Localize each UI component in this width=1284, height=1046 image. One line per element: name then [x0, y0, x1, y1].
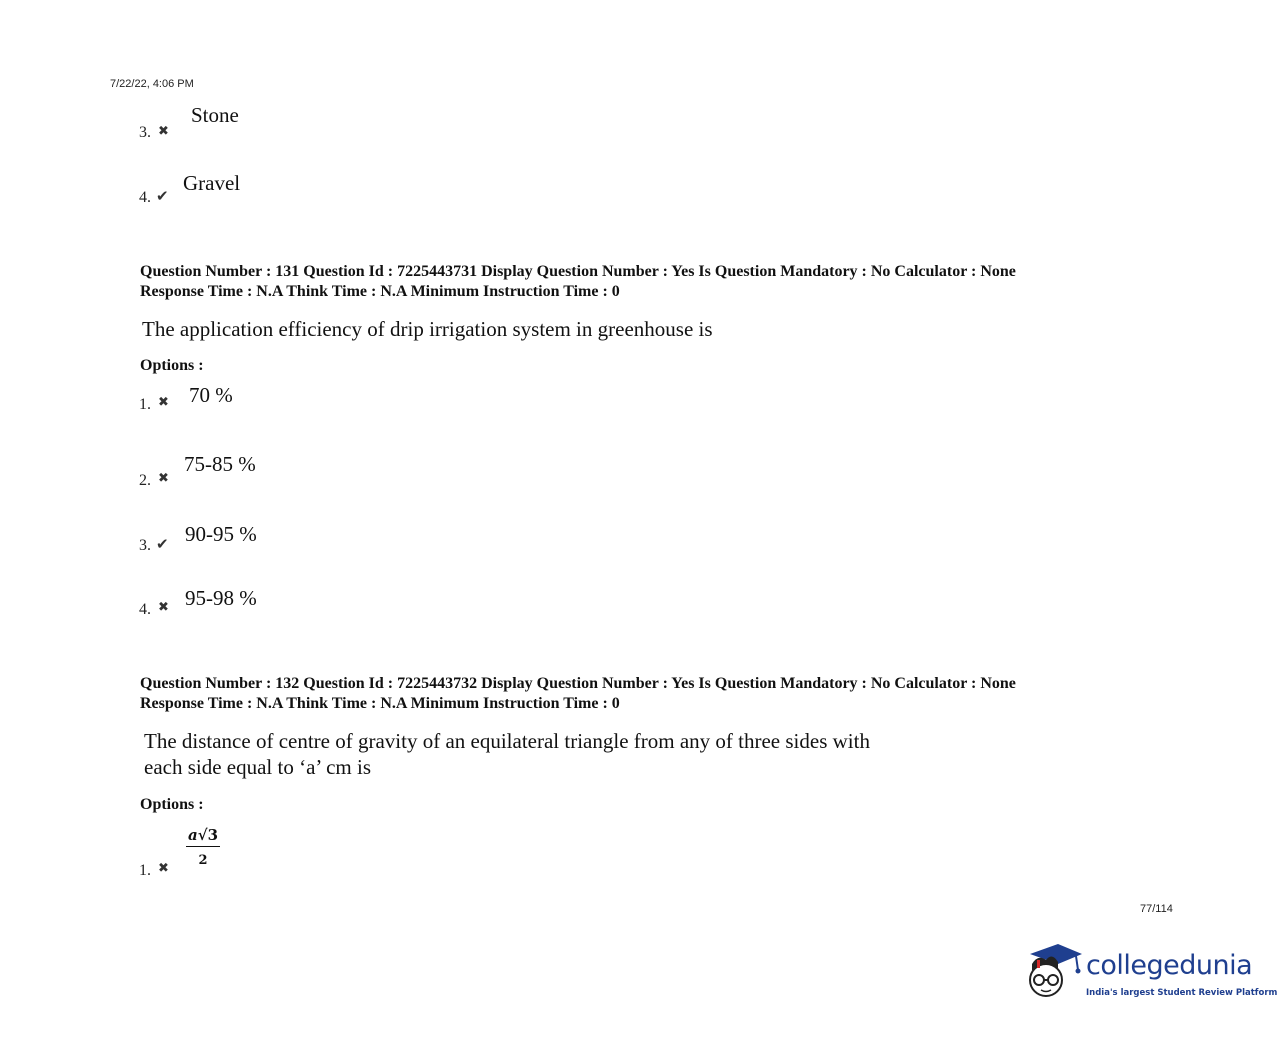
q131-option-1-text: 70 %: [189, 383, 233, 407]
q131-option-2-number: 2.: [139, 472, 151, 489]
check-icon: ✔: [156, 535, 169, 553]
prev-option-4-number: 4.: [139, 189, 151, 206]
fraction-numerator: [186, 826, 220, 847]
logo-wordmark: collegedunia: [1086, 950, 1253, 981]
question-131-meta: [140, 262, 1016, 302]
q131-option-2-text: 75-85 %: [184, 452, 256, 476]
cross-icon: ✖: [158, 395, 169, 410]
cross-icon: ✖: [158, 600, 169, 615]
question-132-meta-line1: Question Number : 132 Question Id : 7225443732 Display Question Number : Yes Is Question Mandatory : No Calculator : None: [140, 675, 1016, 692]
logo-tagline: India's largest Student Review Platform: [1086, 988, 1278, 998]
page-number: 77/114: [1140, 903, 1173, 915]
q132-option-1-number: 1.: [139, 862, 151, 879]
q131-option-3-number: 3.: [139, 537, 151, 554]
cross-icon: ✖: [158, 124, 169, 139]
q131-option-4-text: 95-98 %: [185, 586, 257, 610]
question-132-text-line1: The distance of centre of gravity of an equilateral triangle from any of three sides with: [144, 729, 870, 753]
fraction-denominator: 2: [198, 853, 208, 868]
q131-option-1-number: 1.: [139, 396, 151, 413]
mascot-icon: [1024, 940, 1088, 1004]
question-132-meta: [140, 674, 1016, 714]
fraction: [186, 826, 220, 868]
question-131-text: The application efficiency of drip irrigation system in greenhouse is: [142, 317, 713, 341]
question-131-meta-line2: Response Time : N.A Think Time : N.A Minimum Instruction Time : 0: [140, 283, 620, 300]
check-icon: ✔: [156, 187, 169, 205]
q132-option-1-math: [186, 826, 220, 868]
prev-option-4-text: Gravel: [183, 171, 241, 195]
question-132-text: [144, 728, 870, 780]
numerator-root: √3: [197, 826, 219, 844]
q131-option-4-number: 4.: [139, 601, 151, 618]
print-timestamp: 7/22/22, 4:06 PM: [110, 78, 194, 90]
question-131-options-label: Options :: [140, 357, 204, 374]
question-132-meta-line2: Response Time : N.A Think Time : N.A Minimum Instruction Time : 0: [140, 695, 620, 712]
question-131-meta-line1: Question Number : 131 Question Id : 7225443731 Display Question Number : Yes Is Question Mandatory : No Calculator : None: [140, 263, 1016, 280]
cross-icon: ✖: [158, 471, 169, 486]
cross-icon: ✖: [158, 861, 169, 876]
question-132-options-label: Options :: [140, 796, 204, 813]
numerator-variable: a: [188, 826, 198, 844]
question-132-text-line2: each side equal to ‘a’ cm is: [144, 755, 372, 779]
q131-option-3-text: 90-95 %: [185, 522, 257, 546]
prev-option-3-text: Stone: [191, 103, 239, 127]
prev-option-3-number: 3.: [139, 124, 151, 141]
